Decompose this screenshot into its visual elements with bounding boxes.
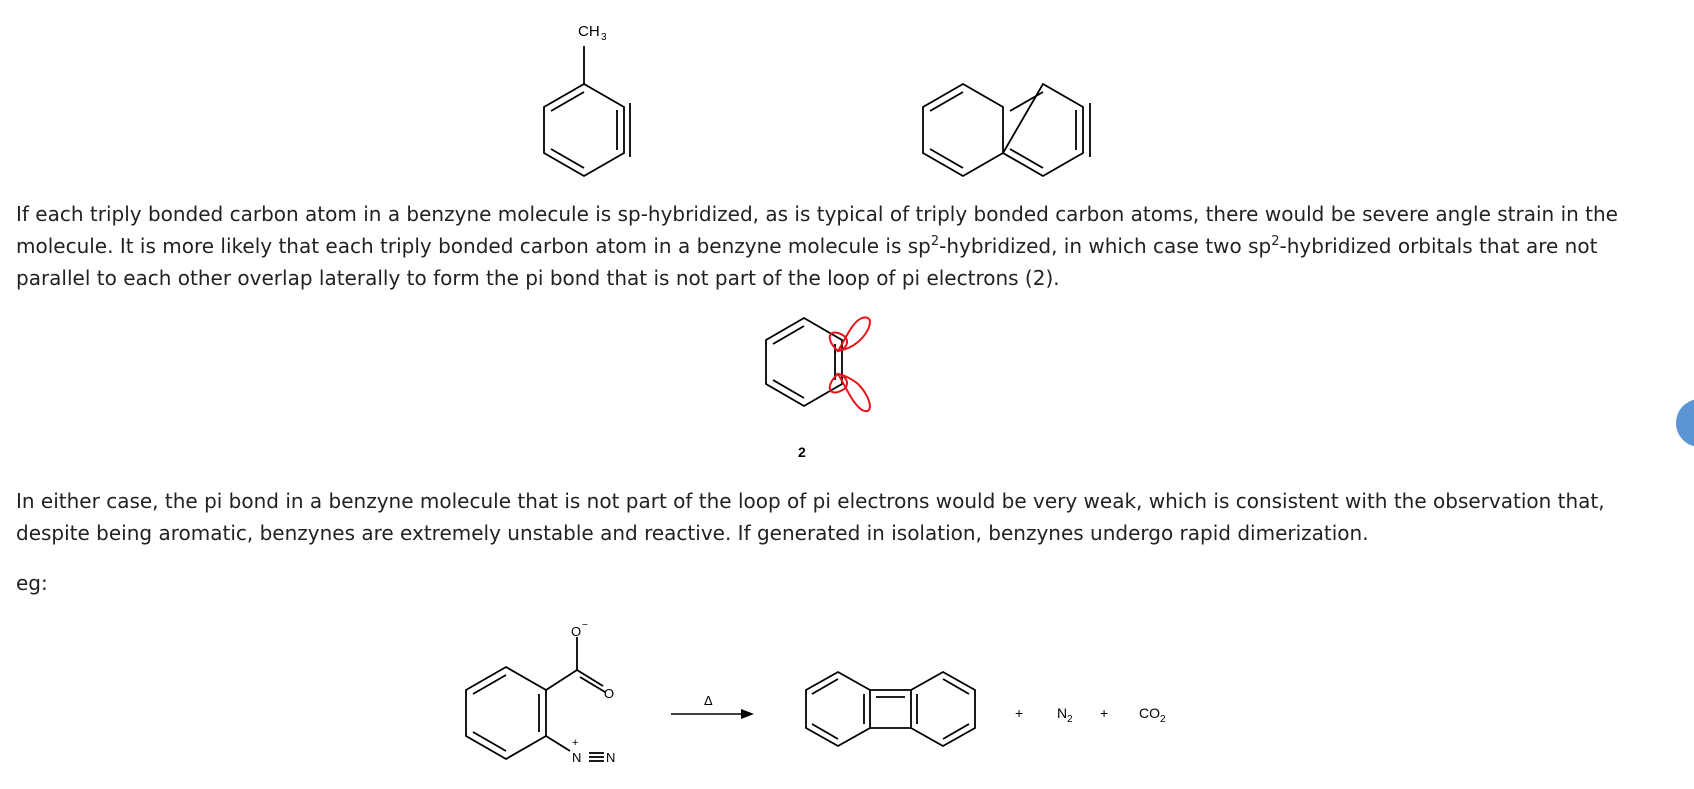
paragraph1-line2 xyxy=(16,230,1616,262)
reaction-arrow xyxy=(671,709,754,719)
methyl-label: CH xyxy=(578,23,600,40)
paragraph1-line2-part-b: -hybridized, in which case two sp xyxy=(939,234,1272,258)
paragraph1-line2-part-a: molecule. It is more likely that each triply bonded carbon atom in a benzyne molecule is sp xyxy=(16,234,931,258)
carbon-dioxide-label: CO xyxy=(1139,705,1160,721)
biphenylene-structure xyxy=(806,672,975,746)
plus-sign-2: + xyxy=(1100,705,1109,721)
methyl-benzyne-structure xyxy=(544,46,630,176)
diazonium-n1-label: N xyxy=(572,750,582,765)
superscript-2-first: 2 xyxy=(930,234,940,249)
paragraph2-line2: despite being aromatic, benzynes are extremely unstable and reactive. If generated in isolation, benzynes undergo rapid dimerization. xyxy=(16,521,1369,545)
nitrogen-gas-subscript: 2 xyxy=(1067,714,1073,725)
carbonyl-oxygen-label: O xyxy=(604,686,615,701)
paragraph1-line2-part-c: -hybridized orbitals that are not xyxy=(1279,234,1598,258)
diazonium-plus-charge: + xyxy=(572,737,579,749)
paragraph2-line1: In either case, the pi bond in a benzyne molecule that is not part of the loop of pi electrons would be very weak, which is consistent with the observation that, xyxy=(16,489,1605,513)
reactivity-paragraph xyxy=(16,485,1616,549)
methyl-label-subscript: 3 xyxy=(601,32,607,43)
benzyne-orbital-structure xyxy=(766,318,842,406)
superscript-2-second: 2 xyxy=(1271,234,1280,249)
example-label: eg: xyxy=(16,571,48,595)
paragraph1-line1: If each triply bonded carbon atom in a benzyne molecule is sp-hybridized, as is typical of triply bonded carbon atoms, there would be severe angle strain in the xyxy=(16,202,1618,226)
nitrogen-gas-label: N xyxy=(1057,705,1068,721)
hybridization-paragraph xyxy=(16,198,1616,294)
carboxylate-oxygen-label: O xyxy=(571,624,582,639)
carbon-dioxide-subscript: 2 xyxy=(1160,714,1166,725)
heat-symbol: Δ xyxy=(704,693,713,708)
plus-sign-1: + xyxy=(1015,705,1024,721)
structure-number-label: 2 xyxy=(798,444,806,460)
paragraph1-line3: parallel to each other overlap laterally to form the pi bond that is not part of the loop of pi electrons (2). xyxy=(16,266,1060,290)
reactant-structure xyxy=(466,637,605,761)
diazonium-n2-label: N xyxy=(606,750,616,765)
carboxylate-charge: − xyxy=(582,620,588,631)
naphthalyne-structure xyxy=(923,84,1090,176)
